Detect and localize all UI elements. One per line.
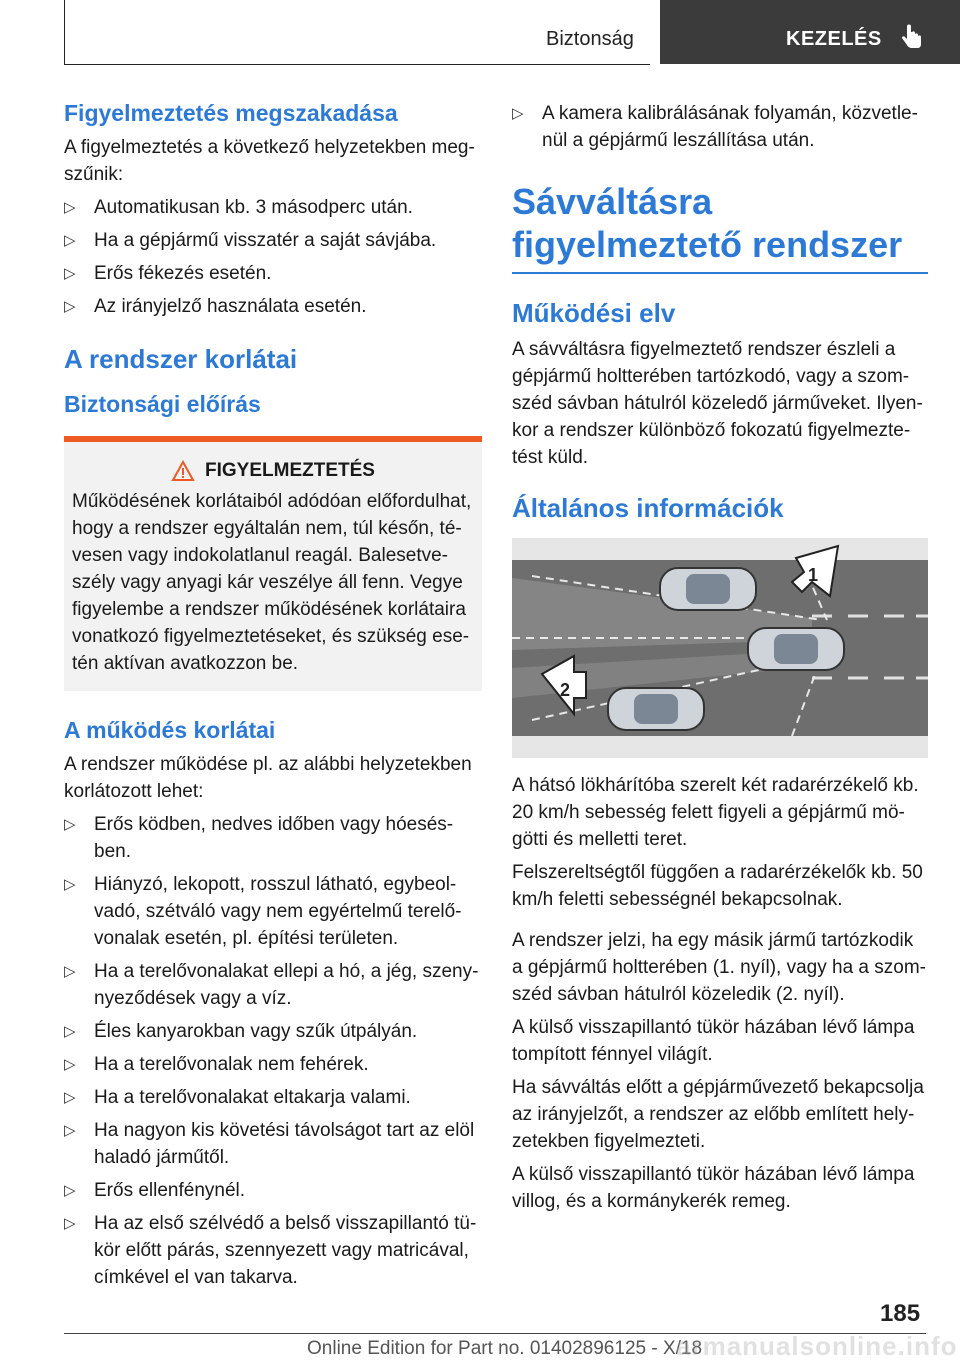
triangle-bullet-icon: ▷: [64, 1022, 76, 1040]
list-item: ▷ Ha a terelővonalakat ellepi a hó, a jég, szeny-nyeződések vagy a víz.: [64, 958, 482, 1012]
para-equipment: Felszereltségtől függően a radarérzékelők kb. 50 km/h feletti sebességnél bekapcsolnak.: [512, 861, 923, 910]
list-item: ▷ Automatikusan kb. 3 másodperc után.: [64, 194, 482, 221]
svg-text:2: 2: [560, 679, 571, 700]
heading-safety: Biztonsági előírás: [64, 390, 261, 417]
list-item: ▷ Éles kanyarokban vagy szűk útpályán.: [64, 1018, 482, 1045]
list-item: ▷ Ha nagyon kis követési távolságot tart az elöl haladó járműtől.: [64, 1117, 482, 1171]
triangle-bullet-icon: ▷: [64, 1121, 76, 1139]
heading-system-limits: A rendszer korlátai: [64, 343, 298, 374]
list-item: ▷ Az irányjelző használata esetén.: [64, 293, 482, 320]
header-chapter-label: KEZELÉS: [786, 28, 882, 50]
heading-interrupt: Figyelmeztetés megszakadása: [64, 100, 398, 126]
header-section-title: Biztonság: [546, 28, 634, 50]
heading-general: Általános információk: [512, 492, 784, 523]
triangle-bullet-icon: ▷: [64, 1214, 76, 1232]
warning-triangle-icon: [171, 460, 195, 482]
para-indicator: Ha sávváltás előtt a gépjárművezető bekapcsolja az irányjelzőt, a rendszer az előbb említett hely-zetekben figyelmezteti.: [512, 1076, 924, 1152]
para-interrupt: A figyelmeztetés a következő helyzetekben meg-szűnik:: [64, 136, 475, 185]
triangle-bullet-icon: ▷: [64, 962, 76, 980]
header-rule-bottom: [64, 64, 650, 65]
edition-info: Online Edition for Part no. 01402896125 - X/18: [307, 1338, 703, 1359]
continued-list: [512, 100, 928, 154]
para-principle: A sávváltásra figyelmeztető rendszer észleli a gépjármű holtterében tartózkodó, vagy a szom-széd sávban hátulról közeledő járműveket. Ilyen-kor a rendszer különböző fokozatú figyelmezte-tést küld.: [512, 338, 923, 468]
triangle-bullet-icon: ▷: [64, 198, 76, 216]
hand-pointer-icon: [896, 22, 926, 52]
car-icon: [748, 628, 844, 670]
triangle-bullet-icon: ▷: [64, 297, 76, 315]
list-item: ▷ Ha a terelővonalakat eltakarja valami.: [64, 1084, 482, 1111]
page-number: 185: [880, 1300, 921, 1327]
blind-spot-figure: [512, 538, 928, 758]
triangle-bullet-icon: ▷: [64, 875, 76, 893]
triangle-bullet-icon: ▷: [64, 1088, 76, 1106]
car-icon: [608, 688, 704, 730]
left-column: [64, 100, 482, 1291]
interrupt-list: [64, 194, 482, 320]
para-lamp-flash: A külső visszapillantó tükör házában lévő lámpa villog, és a kormánykerék remeg.: [512, 1163, 915, 1212]
warning-text: Működésének korlátaiból adódóan előfordulhat, hogy a rendszer egyáltalán nem, túl későn, té-vesen vagy indokolatlanul reagál. Balesetve-szély vagy anyagi kár veszélye áll fenn. Vegye figyelembe a rendszer működésének korlátaira vonatkozó figyelmeztetéseket, és szükség ese-tén aktívan avatkozzon be.: [72, 491, 472, 675]
triangle-bullet-icon: ▷: [64, 1055, 76, 1073]
road-diagram: [512, 538, 928, 758]
svg-text:1: 1: [808, 564, 819, 585]
heading-op-limits: A működés korlátai: [64, 717, 276, 744]
triangle-bullet-icon: ▷: [64, 264, 76, 282]
op-limits-list: [64, 811, 482, 1291]
watermark-logo: armanualsonline.info: [676, 1331, 958, 1361]
list-item: ▷ Ha a terelővonalak nem fehérek.: [64, 1051, 482, 1078]
car-icon: [660, 568, 756, 610]
title-rule: [512, 272, 928, 274]
triangle-bullet-icon: ▷: [512, 105, 524, 122]
list-item: ▷ Hiányzó, lekopott, rosszul látható, egybeol-vadó, szétváló vagy nem egyértelmű terelő-vonalak esetén, pl. építési területen.: [64, 871, 482, 952]
warning-box: [64, 436, 482, 691]
list-item: ▷ Ha a gépjármű visszatér a saját sávjába.: [64, 227, 482, 254]
right-column: [512, 100, 928, 1215]
list-item: ▷ Erős ködben, nedves időben vagy hóesés-ben.: [64, 811, 482, 865]
header-rule-left: [64, 0, 65, 64]
triangle-bullet-icon: ▷: [64, 1181, 76, 1199]
heading-principle: Működési elv: [512, 298, 676, 329]
list-item: ▷ Ha az első szélvédő a belső visszapillantó tü-kör előtt párás, szennyezett vagy matricával, címkével el van takarva.: [64, 1210, 482, 1291]
para-signal: A rendszer jelzi, ha egy másik jármű tartózkodik a gépjármű holtterében (1. nyíl), vagy ha a szom-széd sávban hátulról közeledik (2. nyíl).: [512, 929, 926, 1005]
main-section-title: Sávváltásra figyelmeztető rendszer: [512, 181, 903, 266]
para-op-limits: A rendszer működése pl. az alábbi helyzetekben korlátozott lehet:: [64, 753, 472, 802]
warning-title: FIGYELMEZTETÉS: [72, 460, 474, 482]
triangle-bullet-icon: ▷: [64, 231, 76, 249]
para-radar: A hátsó lökhárítóba szerelt két radarérzékelő kb. 20 km/h sebesség felett figyeli a gépjármű mö-götti és melletti teret.: [512, 774, 919, 850]
list-item: ▷ Erős fékezés esetén.: [64, 260, 482, 287]
header-chapter-chip: [660, 0, 960, 64]
triangle-bullet-icon: ▷: [64, 815, 76, 833]
list-item: ▷ A kamera kalibrálásának folyamán, közvetle-nül a gépjármű leszállítása után.: [512, 100, 928, 154]
para-lamp-dim: A külső visszapillantó tükör házában lévő lámpa tompított fénnyel világít.: [512, 1016, 915, 1065]
list-item: ▷ Erős ellenfénynél.: [64, 1177, 482, 1204]
